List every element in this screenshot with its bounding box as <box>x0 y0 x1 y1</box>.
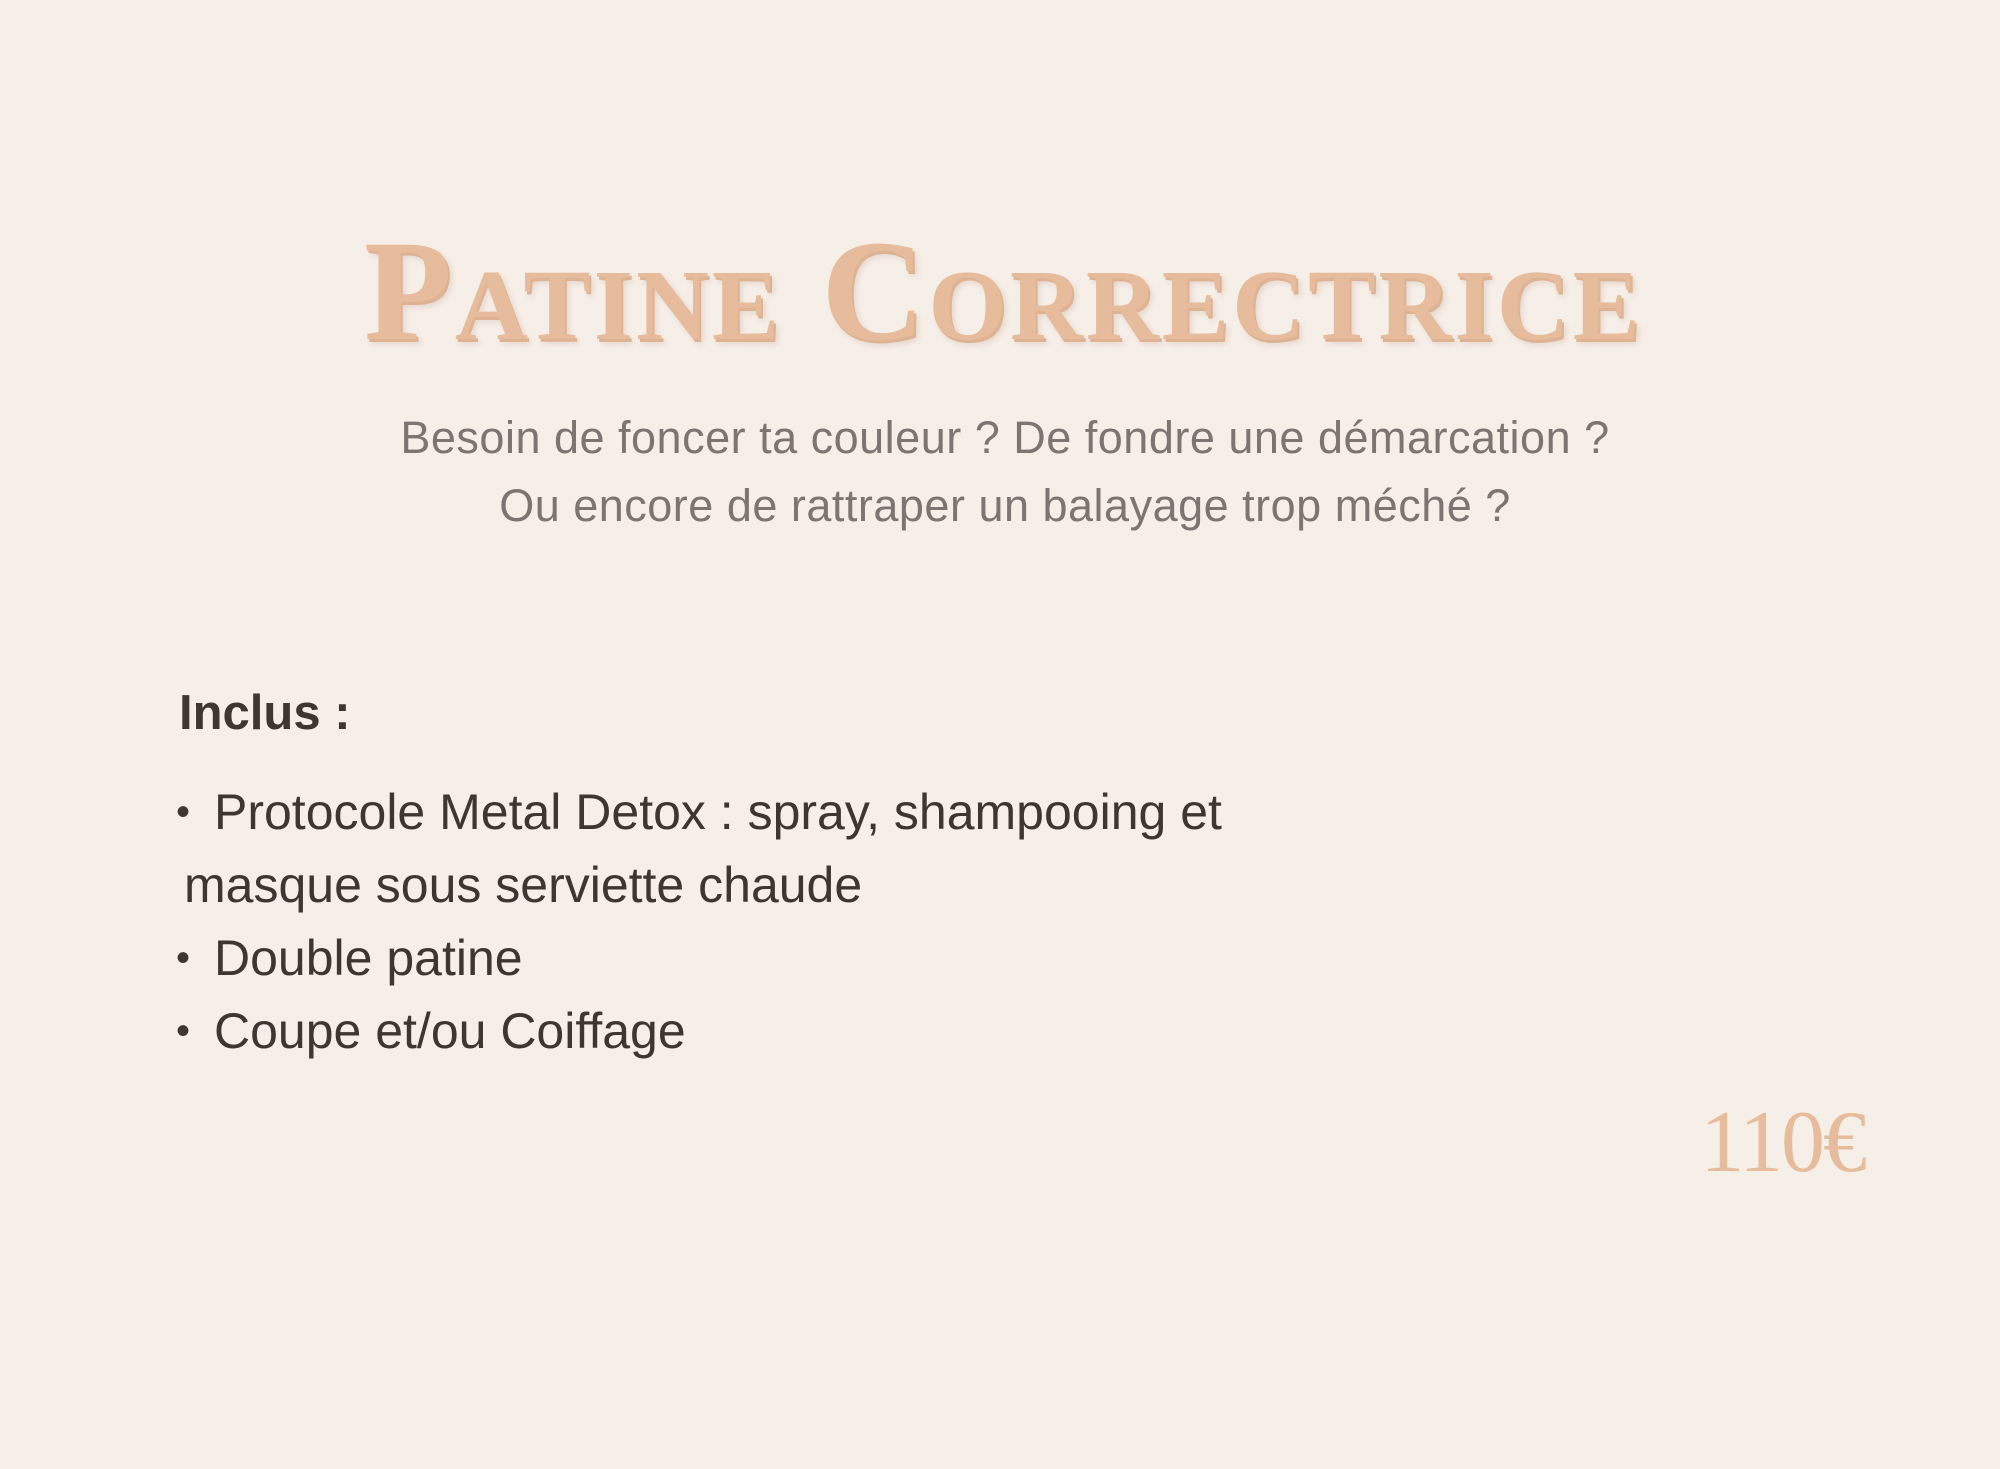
subtitle <box>0 404 2000 540</box>
price: 110€ <box>1700 1094 1865 1191</box>
list-item-text: Double patine <box>214 930 523 986</box>
list-item <box>176 995 1376 1068</box>
bullet-icon: • <box>176 936 191 980</box>
list-item <box>176 922 1376 995</box>
list-item-text: Protocole Metal Detox : spray, shampooing et <box>214 784 1222 840</box>
page-title: Patine Correctrice <box>363 212 1644 371</box>
included-list <box>176 776 1376 1068</box>
bullet-icon: • <box>176 790 191 834</box>
list-item-text-continued: masque sous serviette chaude <box>184 857 863 913</box>
subtitle-line: Ou encore de rattraper un balayage trop méché ? <box>499 480 1511 531</box>
bullet-icon: • <box>176 1009 191 1053</box>
list-item-text: Coupe et/ou Coiffage <box>214 1003 686 1059</box>
included-heading: Inclus : <box>179 686 351 740</box>
subtitle-line: Besoin de foncer ta couleur ? De fondre une démarcation ? <box>400 412 1610 463</box>
list-item <box>176 776 1376 922</box>
